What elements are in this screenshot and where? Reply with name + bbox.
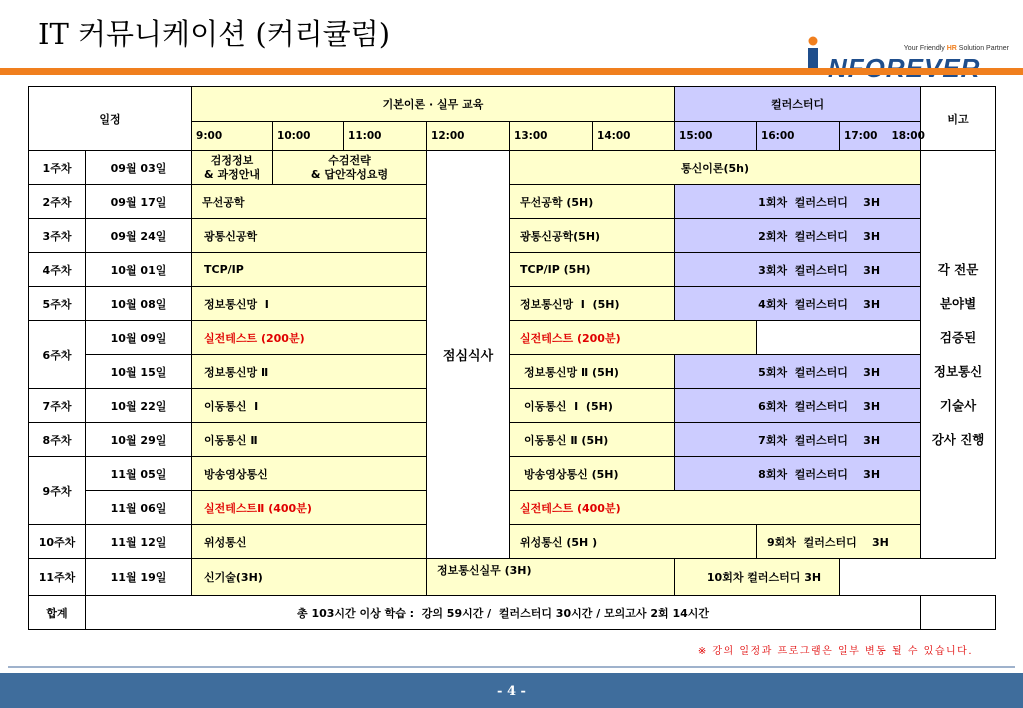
lunch-cell: 점심식사 <box>427 151 510 559</box>
session-cell: 검정정보 & 과정안내 <box>192 151 273 185</box>
date-cell: 10월 29일 <box>86 423 192 457</box>
date-cell: 11월 05일 <box>86 457 192 491</box>
session-cell: 정보통신실무 (3H) <box>427 559 675 596</box>
time-label-range: 17:00 18:00 <box>840 122 921 151</box>
schedule-change-note: ※ 강의 일정과 프로그램은 일부 변동 될 수 있습니다. <box>697 646 973 657</box>
session-cell: 이동통신 Ⅱ (5H) <box>510 423 675 457</box>
date-cell: 10월 01일 <box>86 253 192 287</box>
session-cell: 위성통신 (5H ) <box>510 525 757 559</box>
header-study: 컬러스터디 <box>675 87 921 122</box>
session-cell: 통신이론(5h) <box>510 151 921 185</box>
study-cell: 9회차 컬러스터디 3H <box>757 525 921 559</box>
time-label: 9:00 <box>192 122 273 151</box>
session-cell: 이동통신 Ⅱ <box>192 423 427 457</box>
session-cell: 광통신공학(5H) <box>510 219 675 253</box>
time-label: 16:00 <box>757 122 840 151</box>
session-cell: 수검전략 & 답안작성요령 <box>273 151 427 185</box>
test-session-cell: 실전테스트 (400분) <box>510 491 921 525</box>
session-cell: 정보통신망 Ⅱ (5H) <box>510 355 675 389</box>
week-label: 3주차 <box>29 219 86 253</box>
header-divider <box>0 68 1023 75</box>
time-label: 14:00 <box>593 122 675 151</box>
week-label: 9주차 <box>29 457 86 525</box>
session-cell: 정보통신망 I (5H) <box>510 287 675 321</box>
total-remark-cell <box>921 596 996 630</box>
week-label: 4주차 <box>29 253 86 287</box>
header-schedule: 일정 <box>29 87 192 151</box>
session-cell: 위성통신 <box>192 525 427 559</box>
curriculum-table <box>28 86 996 630</box>
study-cell: 7회차 컬러스터디 3H <box>675 423 921 457</box>
week-label: 10주차 <box>29 525 86 559</box>
test-session-cell: 실전테스트 (200분) <box>192 321 427 355</box>
date-cell: 09월 24일 <box>86 219 192 253</box>
time-label: 15:00 <box>675 122 757 151</box>
session-cell: TCP/IP <box>192 253 427 287</box>
study-cell: 10회차 컬러스터디 3H <box>675 559 840 596</box>
week-label: 8주차 <box>29 423 86 457</box>
date-cell: 10월 22일 <box>86 389 192 423</box>
study-cell: 2회차 컬러스터디 3H <box>675 219 921 253</box>
session-cell: 광통신공학 <box>192 219 427 253</box>
header-theory: 기본이론 · 실무 교육 <box>192 87 675 122</box>
time-label: 11:00 <box>344 122 427 151</box>
test-session-cell: 실전테스트 (200분) <box>510 321 757 355</box>
date-cell: 11월 12일 <box>86 525 192 559</box>
date-cell: 11월 19일 <box>86 559 192 596</box>
remark-cell: 각 전문 분야별 검증된 정보통신 기술사 강사 진행 <box>921 151 996 559</box>
time-label: 12:00 <box>427 122 510 151</box>
date-cell: 11월 06일 <box>86 491 192 525</box>
person-logo-icon <box>805 36 827 72</box>
study-cell: 4회차 컬러스터디 3H <box>675 287 921 321</box>
session-cell: 무선공학 (5H) <box>510 185 675 219</box>
page-number: - 4 - <box>497 684 526 699</box>
session-cell: TCP/IP (5H) <box>510 253 675 287</box>
header-remark: 비고 <box>921 87 996 151</box>
study-cell: 1회차 컬러스터디 3H <box>675 185 921 219</box>
session-cell: 방송영상통신 <box>192 457 427 491</box>
page-title: IT 커뮤니케이션 (커리큘럼) <box>38 17 391 51</box>
session-cell: 정보통신망 Ⅱ <box>192 355 427 389</box>
session-cell: 방송영상통신 (5H) <box>510 457 675 491</box>
study-cell: 6회차 컬러스터디 3H <box>675 389 921 423</box>
footer-divider <box>8 666 1015 668</box>
test-session-cell: 실전테스트Ⅱ (400분) <box>192 491 427 525</box>
empty-study-cell <box>757 321 921 355</box>
session-cell: 이동통신 I (5H) <box>510 389 675 423</box>
week-label: 11주차 <box>29 559 86 596</box>
session-cell: 신기술(3H) <box>192 559 427 596</box>
study-cell: 5회차 컬러스터디 3H <box>675 355 921 389</box>
week-label: 2주차 <box>29 185 86 219</box>
time-label: 10:00 <box>273 122 344 151</box>
date-cell: 10월 08일 <box>86 287 192 321</box>
session-cell: 이동통신 I <box>192 389 427 423</box>
total-label: 합계 <box>29 596 86 630</box>
study-cell: 8회차 컬러스터디 3H <box>675 457 921 491</box>
week-label: 6주차 <box>29 321 86 389</box>
study-cell: 3회차 컬러스터디 3H <box>675 253 921 287</box>
brand-tagline: Your Friendly HR Solution Partner <box>903 45 1009 52</box>
date-cell: 10월 15일 <box>86 355 192 389</box>
date-cell: 10월 09일 <box>86 321 192 355</box>
time-label: 13:00 <box>510 122 593 151</box>
week-label: 1주차 <box>29 151 86 185</box>
session-cell: 무선공학 <box>192 185 427 219</box>
week-label: 7주차 <box>29 389 86 423</box>
date-cell: 09월 03일 <box>86 151 192 185</box>
week-label: 5주차 <box>29 287 86 321</box>
total-summary: 총 103시간 이상 학습 : 강의 59시간 / 컬러스터디 30시간 / 모의고사 2회 14시간 <box>86 596 921 630</box>
session-cell: 정보통신망 I <box>192 287 427 321</box>
date-cell: 09월 17일 <box>86 185 192 219</box>
